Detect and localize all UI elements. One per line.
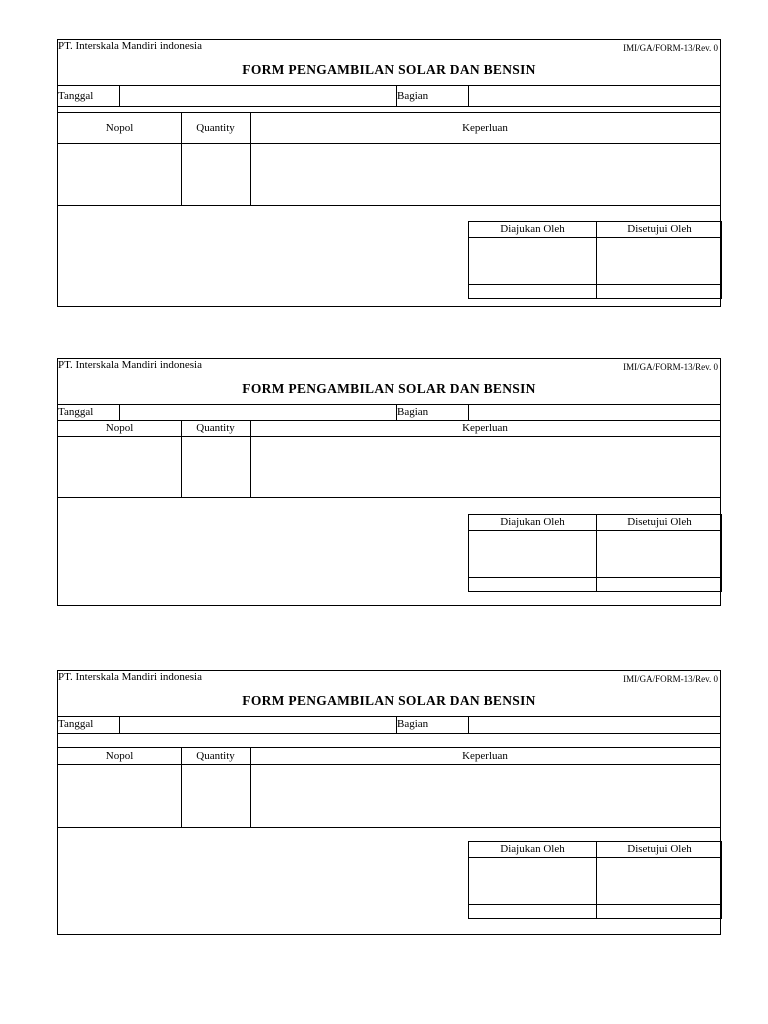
keperluan-cell[interactable] (251, 765, 719, 826)
company-name: PT. Interskala Mandiri indonesia (58, 40, 202, 52)
nopol-cell[interactable] (59, 437, 180, 496)
diajukan-signature-area[interactable] (470, 858, 595, 904)
tanggal-label: Tanggal (58, 90, 94, 102)
form-title: FORM PENGAMBILAN SOLAR DAN BENSIN (242, 62, 536, 77)
keperluan-cell[interactable] (251, 144, 719, 204)
diajukan-name-field[interactable] (470, 578, 595, 591)
tanggal-field[interactable] (120, 405, 395, 420)
bagian-field[interactable] (469, 717, 719, 733)
signature-table (468, 514, 722, 592)
column-header-nopol: Nopol (105, 122, 134, 134)
doc-code: IMI/GA/FORM-13/Rev. 0 (623, 362, 718, 372)
disetujui-signature-area[interactable] (597, 858, 721, 904)
column-header-quantity: Quantity (196, 750, 235, 762)
quantity-cell[interactable] (182, 144, 249, 204)
form-title: FORM PENGAMBILAN SOLAR DAN BENSIN (242, 381, 536, 396)
disetujui-oleh-label: Disetujui Oleh (627, 516, 692, 528)
nopol-cell[interactable] (59, 144, 180, 204)
bagian-field[interactable] (469, 86, 719, 106)
disetujui-name-field[interactable] (597, 578, 721, 591)
column-header-nopol: Nopol (105, 422, 134, 434)
doc-code: IMI/GA/FORM-13/Rev. 0 (623, 43, 718, 53)
form-title: FORM PENGAMBILAN SOLAR DAN BENSIN (242, 693, 536, 708)
disetujui-name-field[interactable] (597, 905, 721, 918)
diajukan-name-field[interactable] (470, 905, 595, 918)
bagian-label: Bagian (397, 718, 429, 730)
diajukan-oleh-label: Diajukan Oleh (500, 843, 565, 855)
signature-table (468, 221, 722, 299)
diajukan-signature-area[interactable] (470, 238, 595, 284)
disetujui-name-field[interactable] (597, 285, 721, 298)
diajukan-oleh-label: Diajukan Oleh (500, 223, 565, 235)
column-header-keperluan: Keperluan (462, 122, 508, 134)
bagian-label: Bagian (397, 406, 429, 418)
fuel-form-2 (57, 358, 721, 606)
disetujui-oleh-label: Disetujui Oleh (627, 843, 692, 855)
column-header-quantity: Quantity (196, 422, 235, 434)
quantity-cell[interactable] (182, 765, 249, 826)
bagian-field[interactable] (469, 405, 719, 420)
fuel-form-1 (57, 39, 721, 307)
column-header-keperluan: Keperluan (462, 422, 508, 434)
quantity-cell[interactable] (182, 437, 249, 496)
disetujui-oleh-label: Disetujui Oleh (627, 223, 692, 235)
bagian-label: Bagian (397, 90, 429, 102)
diajukan-signature-area[interactable] (470, 531, 595, 577)
column-header-keperluan: Keperluan (462, 750, 508, 762)
company-name: PT. Interskala Mandiri indonesia (58, 359, 202, 371)
fuel-form-3 (57, 670, 721, 935)
doc-code: IMI/GA/FORM-13/Rev. 0 (623, 674, 718, 684)
nopol-cell[interactable] (59, 765, 180, 826)
column-header-nopol: Nopol (105, 750, 134, 762)
tanggal-label: Tanggal (58, 718, 94, 730)
column-header-quantity: Quantity (196, 122, 235, 134)
disetujui-signature-area[interactable] (597, 531, 721, 577)
tanggal-label: Tanggal (58, 406, 94, 418)
disetujui-signature-area[interactable] (597, 238, 721, 284)
company-name: PT. Interskala Mandiri indonesia (58, 671, 202, 683)
tanggal-field[interactable] (120, 86, 395, 106)
signature-table (468, 841, 722, 919)
tanggal-field[interactable] (120, 717, 395, 733)
keperluan-cell[interactable] (251, 437, 719, 496)
diajukan-name-field[interactable] (470, 285, 595, 298)
diajukan-oleh-label: Diajukan Oleh (500, 516, 565, 528)
